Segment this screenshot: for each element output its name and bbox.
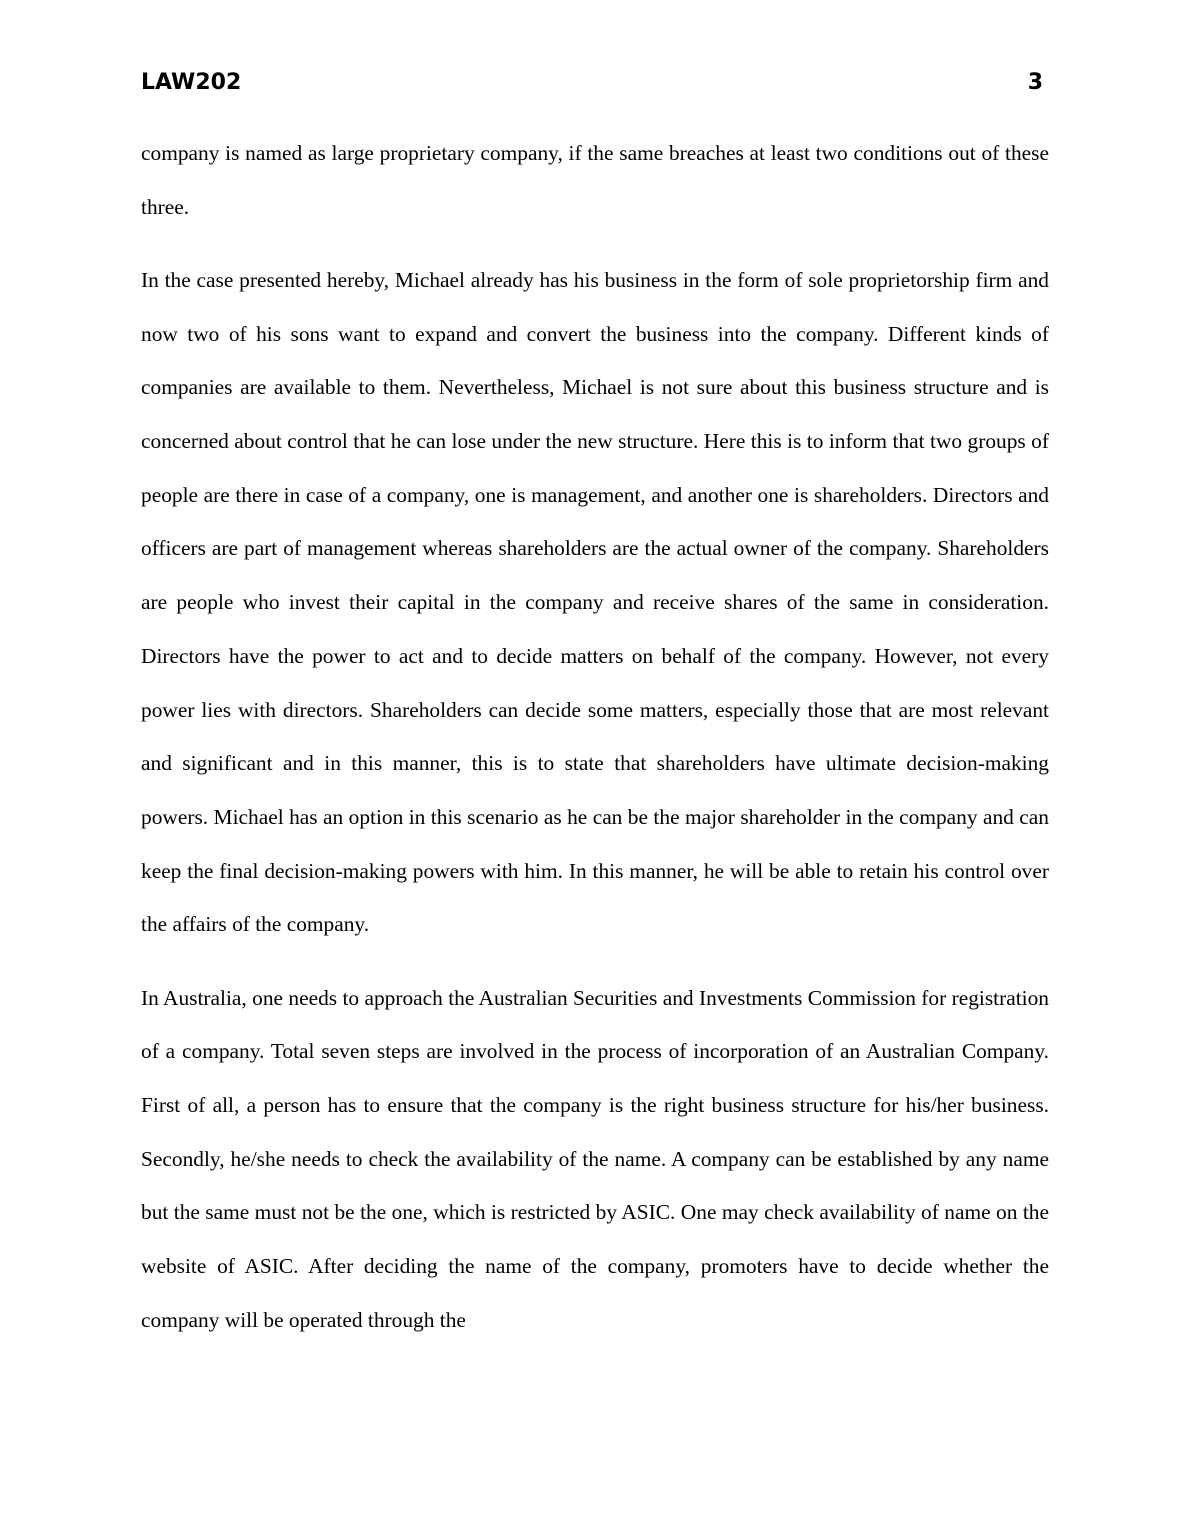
paragraph: company is named as large proprietary company, if the same breaches at least two conditions out of these three. [141,141,1049,219]
course-code: LAW202 [141,70,242,95]
page-number: 3 [1027,70,1043,95]
body-text [141,127,1049,1367]
paragraph: In the case presented hereby, Michael already has his business in the form of sole proprietorship firm and now two of his sons want to expand and convert the business into the company. Different kinds of companies are available to them. Nevertheless, Michael is not sure about this business structure and is concerned about control that he can lose under the new structure. Here this is to inform that two groups of people are there in case of a company, one is management, and another one is shareholders. Directors and officers are part of management whereas shareholders are the actual owner of the company. Shareholders are people who invest their capital in the company and receive shares of the same in consideration. Directors have the power to act and to decide matters on behalf of the company. However, not every power lies with directors. Shareholders can decide some matters, especially those that are most relevant and significant and in this manner, this is to state that shareholders have ultimate decision-making powers. Michael has an option in this scenario as he can be the major shareholder in the company and can keep the final decision-making powers with him. In this manner, he will be able to retain his control over the affairs of the company. [141,267,1049,937]
page-header [141,66,1043,100]
paragraph: In Australia, one needs to approach the Australian Securities and Investments Commission for registration of a company. Total seven steps are involved in the process of incorporation of an Australian Company. First of all, a person has to ensure that the company is the right business structure for his/her business. Secondly, he/she needs to check the availability of the name. A company can be established by any name but the same must not be the one, which is restricted by ASIC. One may check availability of name on the website of ASIC. After deciding the name of the company, promoters have to decide whether the company will be operated through the [141,985,1049,1332]
